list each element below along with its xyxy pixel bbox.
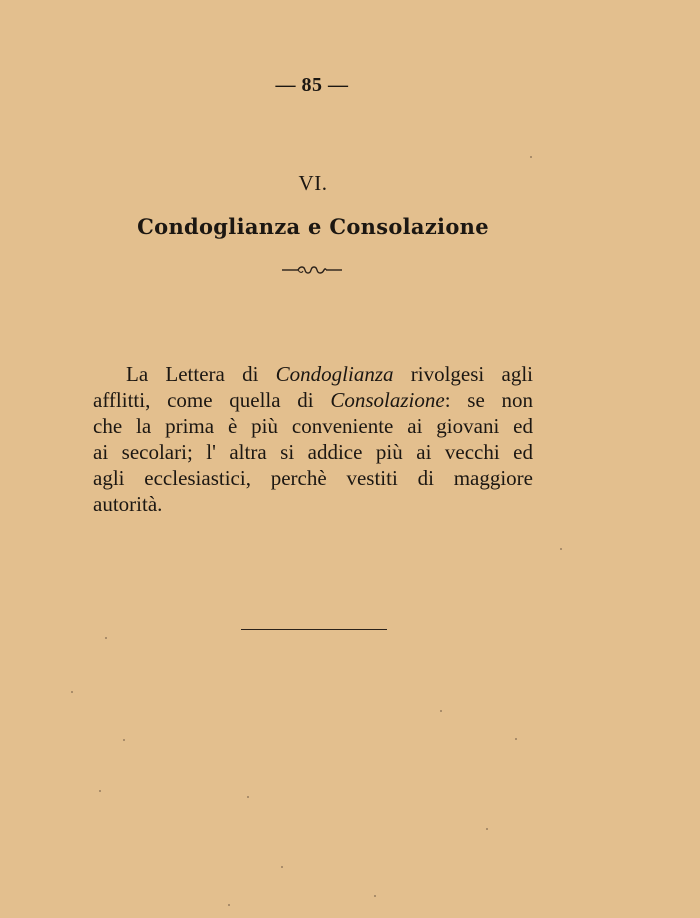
paper-speck xyxy=(99,790,101,792)
paper-speck xyxy=(105,637,107,639)
paragraph-line: agli ecclesiastici, perchè vestiti di maggiore xyxy=(93,466,533,490)
paper-speck xyxy=(123,739,125,741)
emphasis-condoglianza: Condoglianza xyxy=(275,362,394,386)
paragraph-line: che la prima è più conveniente ai giovani ed xyxy=(93,414,533,438)
paragraph-line: afflitti, come quella di Consolazione: se non xyxy=(93,388,533,412)
page-number: — 85 — xyxy=(275,74,349,96)
paper-speck xyxy=(374,895,376,897)
paragraph-line: ai secolari; l' altra si addice più ai vecchi ed xyxy=(93,440,533,464)
paper-speck xyxy=(71,691,73,693)
emphasis-consolazione: Consolazione xyxy=(330,388,445,412)
paper-speck xyxy=(515,738,517,740)
ornamental-flourish-icon xyxy=(280,262,344,278)
chapter-number: VI. xyxy=(298,171,328,195)
paper-speck xyxy=(560,548,562,550)
paragraph-line: La Lettera di Condoglianza rivolgesi agli xyxy=(126,362,533,386)
body-paragraph xyxy=(93,361,533,517)
paper-speck xyxy=(228,904,230,906)
paper-speck xyxy=(440,710,442,712)
paper-speck xyxy=(247,796,249,798)
paper-speck xyxy=(530,156,532,158)
chapter-title: Condoglianza e Consolazione xyxy=(137,214,489,239)
paragraph-line: autorità. xyxy=(93,492,163,516)
paper-speck xyxy=(486,828,488,830)
paper-speck xyxy=(281,866,283,868)
closing-rule xyxy=(241,629,387,630)
